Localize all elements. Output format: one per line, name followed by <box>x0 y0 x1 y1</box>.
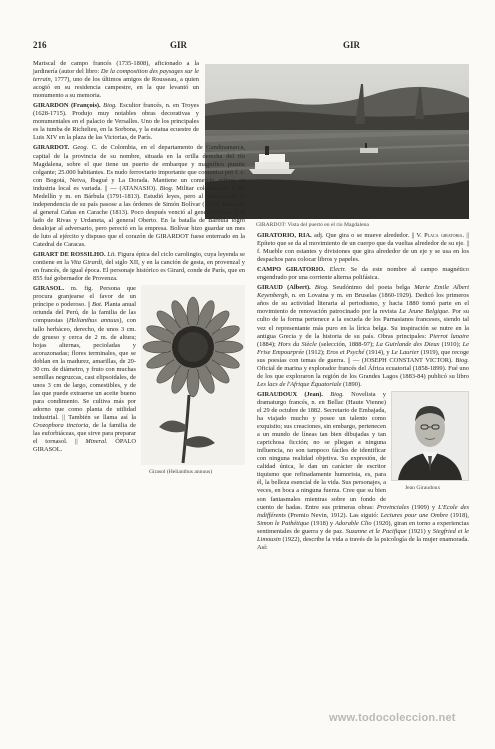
entry-giraud: GIRAUD (Albert). Biog. Seudónimo del poeta belga Marie Emile Albert Keyenbergh, n. en Lovaina y m. en Bruselas (1860-1929). Dedicó los primeros años de su actividad literaria al periodismo, y hacia 1880 tomó parte en el movimiento de renovación patrocinado por la revista La Jeune Belgique. Por su culto de la forma pertenece a la escuela de los Parnasianos franceses, siendo tal vez el representante más puro en la lírica belga. Su inspiración se nutre en la antigua Grecia y de la historia de su país. Obras principales: Pierrot lunaire (1884); Hors du Siècle (selección, 1888-97); La Guirlande des Dieux (1910); Le Frise Empourprée (1912); Eros et Psyché (1914), y Le Laurier (1919), que recoge sus poesías con temas de guerra. || — (JOSEPH CONSTANT VICTOR). Biog. Oficial de marina y explorador francés del África ecuatorial (1858-1899). Fué uno de los que exploraron la región de los Grandes Lagos (1883-84) publicó su libro Les lacs de l'Afrique Équatoriale (1890). <box>257 284 469 388</box>
entry-campo-giratorio: CAMPO GIRATORIO. Electr. Se da este nombre al campo magnético engendrado por una corriente alterna polifásica. <box>257 266 469 282</box>
right-column <box>257 232 469 700</box>
portrait-caption: Jean Giraudoux <box>405 484 441 491</box>
sunflower-figure <box>141 285 245 479</box>
headword-giraudoux: GIRAUDOUX (Jean). <box>257 390 323 398</box>
sunflower-caption: Girasol (Helianthus annuus) <box>149 469 213 476</box>
entry-girardon: GIRARDON (François). Biog. Escultor francés, n. en Troyes (1628-1715). Produjo muy notables obras decorativas y monumentales en el palacio de Versalles. Uno de los principales es la tumba de Richelieu, en la Sorbona, y la estatua ecuestre de Luis XIV en la plaza de las Victorias, de París. <box>33 102 199 142</box>
port-photo-caption: GIRARDOT: Vista del puerto en el río Magdalena <box>256 222 369 228</box>
running-header <box>0 40 495 54</box>
guide-word-left: GIR <box>170 40 188 50</box>
headword-girart: GIRART DE ROSSILHO. <box>33 251 106 259</box>
portrait-figure <box>391 391 469 499</box>
headword-girasol: GIRASOL. <box>33 285 65 293</box>
entry-girart: GIRART DE ROSSILHO. Lit. Figura épica del ciclo carolingio, cuya leyenda se contiene en la Vita Girardi, del siglo XII, y en la canción de gesta, en provenzal y en francés, de igual época. El personaje histórico es Girard, conde de París, que en 855 fué gobernador de Provenza. <box>33 251 245 283</box>
guide-word-right: GIR <box>343 40 361 50</box>
entry-giraudoux: GIRAUDOUX (Jean). Biog. Novelista y dramaturgo francés, n. en Bellac (Haute Vienne) el 29 de octubre de 1882. Secretario de Embajada, ha viajado mucho y posee un talento como exquisito; sus creaciones, sin embargo, pertenecen a un mundo de líneas tan bien dibujadas y tan caprichosa ficción; no se pliegan a ninguna influencia, no son tampoco fáciles de identificar con ninguna realidad objetiva. Su expresión, de calidad única, le dan un carácter de escritor tiquismo que refinadamente humorista, es, para él, la belleza esencial de la vida. Sus personajes, a veces, en boca a ninguna fuerza. Cree que su bien son fantasmales mientras sobre un fondo de cuento de hadas. Entre sus primeras obras: Provinciales (1909) y L'Ecole des indifférents (Premio Nevin, 1912). Las siguió: Lectures pour une Ombre (1918), Simon le Pathétique (1918) y Adorable Clio (1920), giran en torno a experiencias sentimentales de guerra y de paz. Suzanne et le Pacifique (1921) y Siegfried et le Limousin (1922), describe la vida a través de la psicología de la mujer enamorada. Así: <box>257 390 470 551</box>
entry-girardot: GIRARDOT. Geog. C. de Colombia, en el departamento de Cundinamarca, capital de la provincia de su nombre, situada en la orilla derecha del río Magdalena, sobre el que tiene un puerto de embarque y magnífico puente colgante; 25.000 habitantes. Es nudo ferroviario importante que comunica por f. c. con Bogotá, Neiva, Ibagué y La Dorada. Mantiene un comercio activo; su industria local es variada. || — (ATANASIO). Biog. Militar colombiano, n. en Medellín y m. en Bárbula (1791-1813). Estudió leyes, pero al proclamarse la independencia de su país pasose a las órdenes de Simón Bolívar (1810), batiendo al general Cañas en Carache (1813). Poco después venció al general Tízcar y, al lado de Rivas y Urdaneta, al general Oberto. En la batalla de Bárbula logró desalojar al adversario, pero pereció en la empresa. Bolívar hizo guardar un mes de luto al ejército y dispuso que el corazón de GIRARDOT fuese enterrado en la Catedral de Caracas. <box>33 144 246 249</box>
headword-campo-giratorio: CAMPO GIRATORIO. <box>257 266 325 274</box>
page-number: 216 <box>33 40 47 50</box>
headword-giraud: GIRAUD (Albert). <box>257 284 311 292</box>
headword-giratorio: GIRATORIO, RIA. <box>257 232 312 239</box>
headword-girardot: GIRARDOT. <box>33 144 70 152</box>
watermark: www.todocoleccion.net <box>329 712 456 724</box>
entry-girasol: GIRASOL. m. fig. Persona que procura granjearse el favor de un príncipe o poderoso. || Bot. Planta anual oriunda del Perú, de la familia de las compuestas (Helianthus annuus), con tallo herbáceo, derecho, de unos 3 cm. de grueso y cerca de 2 m. de altura; hojas alternas, pecioladas y acorazonadas; flores terminales, que se doblan en la madurez, amarillas, de 20-30 cm. de diámetro, y fruto con muchas semillas negruzcas, casi elipsoidales, de unos 3 cm de largo, comestibles, y de las que puede extraerse un aceite bueno para condimento. Se cultiva más por adorno que como planta de utilidad industrial. || También se llama así la Crozophora tinctoria, de la familia de las euforbiáceas, que sirve para preparar el tornasol. || Mineral. ÓPALO GIRASOL. <box>33 285 137 454</box>
sunflower-image <box>141 285 245 465</box>
portrait-image <box>392 392 468 480</box>
entry-giratorio: GIRATORIO, RIA. adj. Que gira o se mueve alrededor. || V. Placa giratoria. || Epíteto que se da al movimiento de un cuerpo que da vueltas alrededor de su eje. || f. Mueble con estantes y divisiones que gira alrededor de un eje y se usa en los despachos para colocar libros y papeles. <box>257 232 469 264</box>
headword-girardon: GIRARDON (François). <box>33 102 101 110</box>
entry-continuation: Mariscal de campo francés (1735-1808), aficionado a la jardinería (autor del libro: De la composition des paysages sur le terrain, 1777), uno de los últimos amigos de Rousseau, a quien acogió en su residencia campestre, en la que levantó un monumento a su memoria. <box>33 60 199 100</box>
sunflower-photo <box>141 285 245 465</box>
portrait-photo <box>391 391 469 481</box>
left-column <box>33 60 245 700</box>
